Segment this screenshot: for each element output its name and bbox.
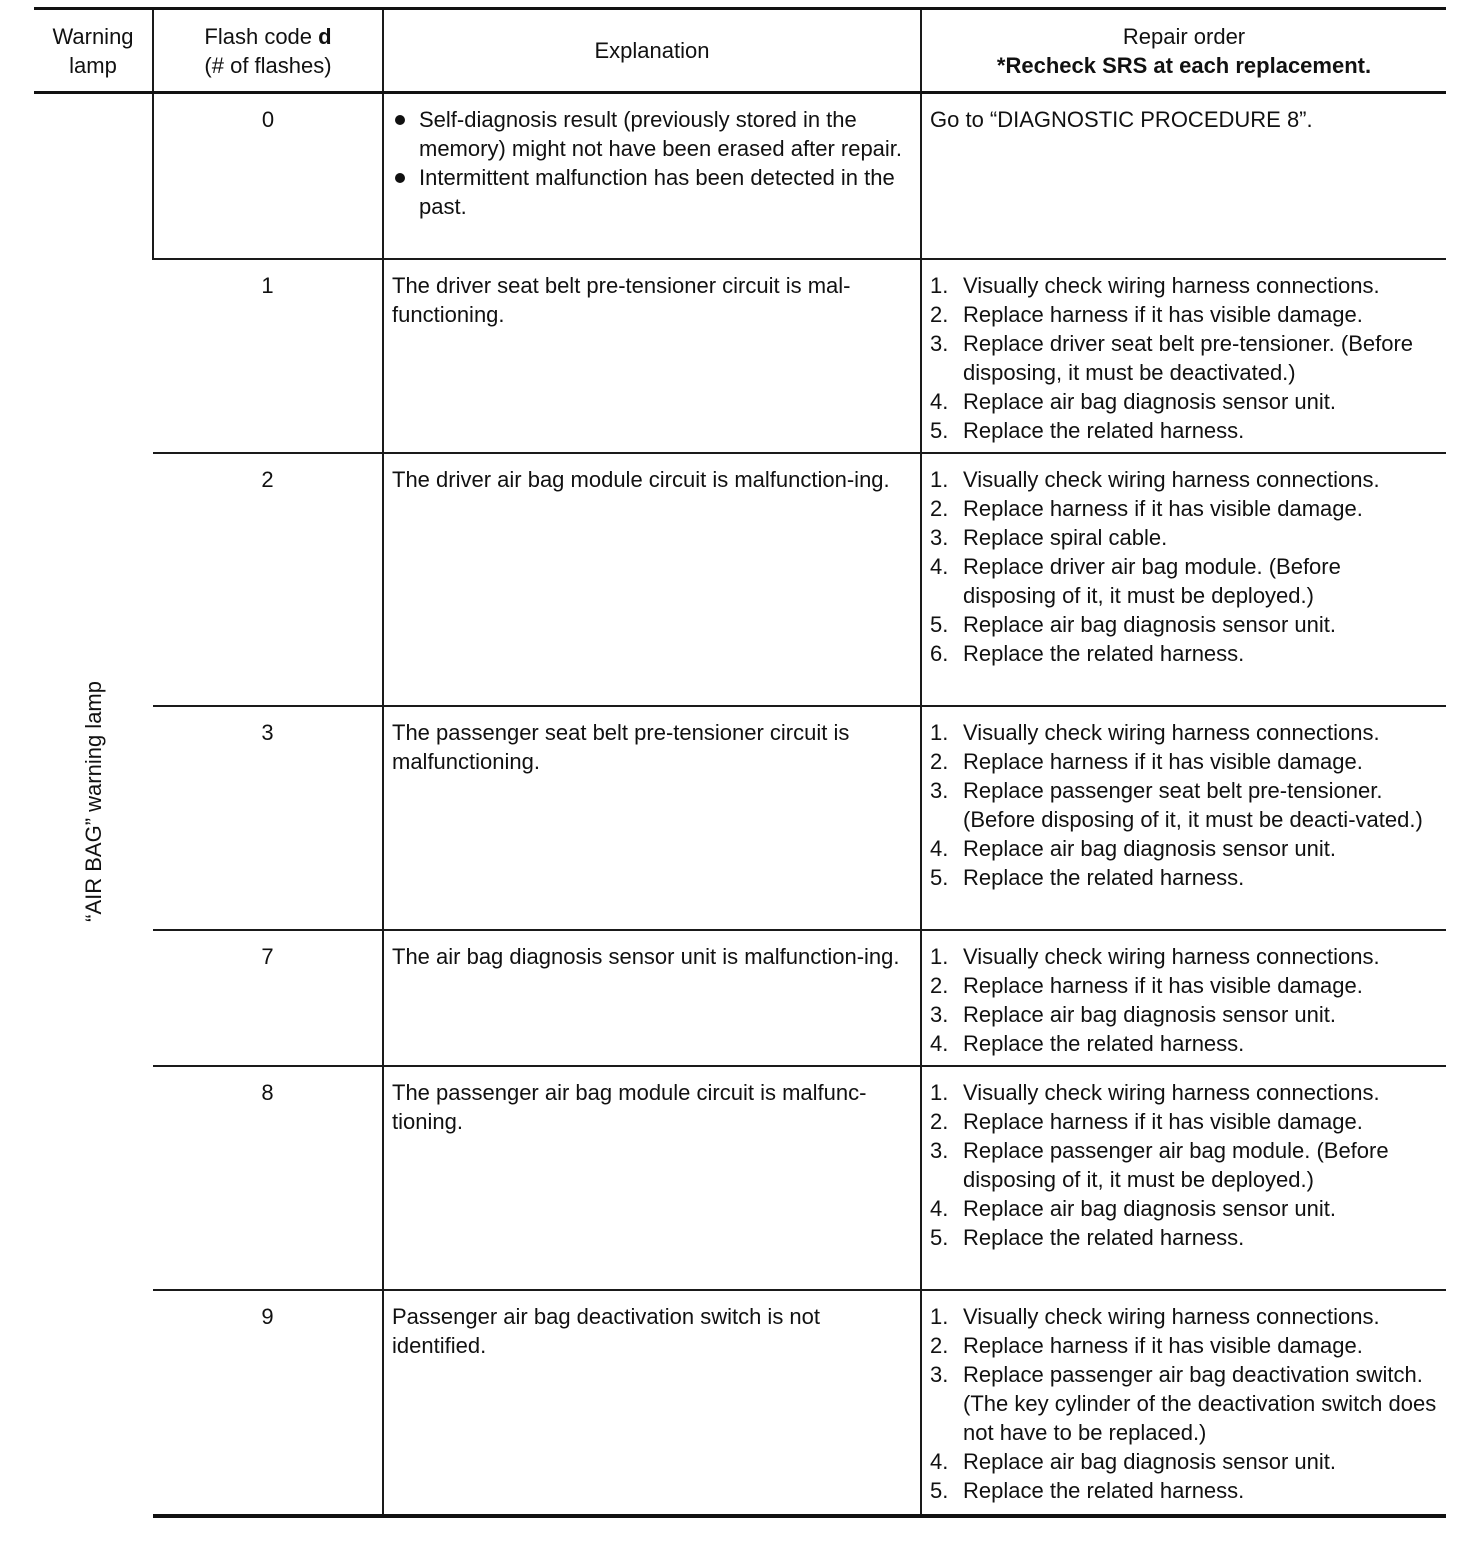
- explanation-text: Passenger air bag deactivation switch is not identified.: [392, 1303, 821, 1358]
- repair-step: [930, 1302, 1438, 1331]
- repair-step-text: Replace the related harness.: [963, 1477, 1245, 1503]
- flash-code-value: 9: [261, 1303, 274, 1329]
- repair-step: [930, 300, 1438, 329]
- repair-order-cell: [921, 706, 1446, 930]
- flash-code-cell: [153, 930, 383, 1066]
- repair-step: [930, 1078, 1438, 1107]
- header-explanation-text: Explanation: [594, 38, 710, 63]
- flash-code-cell: [153, 1066, 383, 1290]
- repair-step: [930, 465, 1438, 494]
- repair-step-text: Replace harness if it has visible damage.: [963, 748, 1363, 774]
- repair-step-number: 4.: [930, 553, 949, 579]
- repair-step: [930, 1000, 1438, 1029]
- repair-step-number: 3.: [930, 1001, 949, 1027]
- repair-step-text: Replace the related harness.: [963, 1030, 1245, 1056]
- repair-order-cell: [921, 453, 1446, 706]
- repair-order-cell: [921, 259, 1446, 453]
- explanation-cell: [383, 1066, 921, 1290]
- repair-step-text: Replace harness if it has visible damage.: [963, 1108, 1363, 1134]
- repair-order-cell: [921, 93, 1446, 259]
- repair-step: [930, 776, 1438, 834]
- warning-lamp-label: “AIR BAG” warning lamp: [80, 680, 106, 922]
- repair-step: [930, 639, 1438, 668]
- flash-code-value: 1: [261, 272, 274, 298]
- explanation-text: The passenger air bag module circuit is malfunc-tioning.: [392, 1079, 867, 1134]
- repair-step: [930, 747, 1438, 776]
- repair-step-list: [930, 271, 1438, 445]
- header-repair-note: *Recheck SRS at each replacement.: [996, 52, 1372, 78]
- table-row: [34, 1290, 1446, 1516]
- explanation-cell: [383, 259, 921, 453]
- repair-step-text: Visually check wiring harness connections.: [963, 466, 1380, 492]
- table-row: [34, 706, 1446, 930]
- repair-step-list: [930, 1078, 1438, 1252]
- header-flash-code-label: Flash code: [204, 23, 319, 49]
- repair-step: [930, 387, 1438, 416]
- explanation-cell: [383, 706, 921, 930]
- repair-step: [930, 971, 1438, 1000]
- header-explanation: [383, 9, 921, 93]
- repair-step-text: Replace air bag diagnosis sensor unit.: [963, 388, 1337, 414]
- repair-order-cell: [921, 1290, 1446, 1516]
- repair-step-number: 4.: [930, 835, 949, 861]
- repair-step: [930, 1107, 1438, 1136]
- repair-step-number: 5.: [930, 1224, 949, 1250]
- repair-step: [930, 834, 1438, 863]
- flash-code-cell: [153, 1290, 383, 1516]
- repair-step-text: Replace driver seat belt pre-tensioner. (Before disposing, it must be deactivated.): [963, 330, 1414, 385]
- repair-step: [930, 416, 1438, 445]
- repair-step: [930, 552, 1438, 610]
- repair-text: Go to “DIAGNOSTIC PROCEDURE 8”.: [930, 107, 1313, 132]
- repair-step-text: Visually check wiring harness connections.: [963, 943, 1380, 969]
- repair-step-text: Visually check wiring harness connections.: [963, 1303, 1380, 1329]
- repair-step: [930, 1194, 1438, 1223]
- repair-step-number: 1.: [930, 272, 949, 298]
- repair-step-text: Visually check wiring harness connections.: [963, 272, 1380, 298]
- explanation-text: The air bag diagnosis sensor unit is malfunction-ing.: [392, 943, 900, 969]
- repair-step: [930, 863, 1438, 892]
- flash-code-cell: [153, 453, 383, 706]
- repair-step: [930, 1360, 1438, 1447]
- header-repair-order-text: Repair order: [1122, 23, 1246, 49]
- repair-step-text: Replace air bag diagnosis sensor unit.: [963, 835, 1337, 861]
- explanation-cell: [383, 453, 921, 706]
- repair-step-number: 4.: [930, 1448, 949, 1474]
- repair-step-text: Replace air bag diagnosis sensor unit.: [963, 1001, 1337, 1027]
- repair-step-text: Replace passenger air bag module. (Before disposing of it, it must be deployed.): [963, 1137, 1389, 1192]
- repair-step-list: [930, 1302, 1438, 1505]
- repair-step-list: [930, 465, 1438, 668]
- repair-step-text: Replace harness if it has visible damage.: [963, 495, 1363, 521]
- repair-step-text: Replace harness if it has visible damage.: [963, 972, 1363, 998]
- repair-step-number: 1.: [930, 1079, 949, 1105]
- table-row: [34, 93, 1446, 259]
- flash-code-value: 3: [261, 719, 274, 745]
- repair-step-number: 3.: [930, 1137, 949, 1163]
- repair-step: [930, 1136, 1438, 1194]
- repair-step-text: Replace harness if it has visible damage.: [963, 1332, 1363, 1358]
- repair-step-number: 4.: [930, 1195, 949, 1221]
- repair-step-list: [930, 942, 1438, 1058]
- repair-step-number: 1.: [930, 719, 949, 745]
- flash-code-value: 2: [261, 466, 274, 492]
- header-repair-order: [921, 9, 1446, 93]
- repair-step-number: 2.: [930, 495, 949, 521]
- repair-step: [930, 1223, 1438, 1252]
- explanation-text: The driver air bag module circuit is malfunction-ing.: [392, 466, 890, 492]
- repair-step-text: Replace the related harness.: [963, 640, 1245, 666]
- repair-step-number: 1.: [930, 943, 949, 969]
- repair-step-number: 2.: [930, 1108, 949, 1134]
- repair-step-text: Replace the related harness.: [963, 864, 1245, 890]
- repair-step-text: Replace the related harness.: [963, 417, 1245, 443]
- repair-step-text: Replace harness if it has visible damage.: [963, 301, 1363, 327]
- repair-step-text: Visually check wiring harness connections.: [963, 719, 1380, 745]
- table-row: [34, 930, 1446, 1066]
- explanation-text: The passenger seat belt pre-tensioner circuit is malfunctioning.: [392, 719, 850, 774]
- flash-code-cell: [153, 93, 383, 259]
- repair-step-text: Replace air bag diagnosis sensor unit.: [963, 611, 1337, 637]
- warning-lamp-cell: [34, 93, 153, 1516]
- repair-step-number: 5.: [930, 417, 949, 443]
- repair-step: [930, 329, 1438, 387]
- repair-step-text: Replace driver air bag module. (Before disposing of it, it must be deployed.): [963, 553, 1341, 608]
- repair-step-text: Replace passenger seat belt pre-tensioner. (Before disposing of it, it must be deacti-vated.): [963, 777, 1423, 832]
- repair-step-text: Replace air bag diagnosis sensor unit.: [963, 1448, 1337, 1474]
- repair-step: [930, 1029, 1438, 1058]
- explanation-bullet-list: [392, 105, 910, 221]
- repair-order-cell: [921, 1066, 1446, 1290]
- repair-step-number: 3.: [930, 1361, 949, 1387]
- explanation-bullet: Intermittent malfunction has been detected in the past.: [392, 163, 910, 221]
- header-warning-lamp-text: Warning lamp: [52, 23, 134, 78]
- explanation-cell: [383, 930, 921, 1066]
- repair-step: [930, 494, 1438, 523]
- table-row: [34, 453, 1446, 706]
- repair-step-list: [930, 718, 1438, 892]
- repair-step-text: Replace air bag diagnosis sensor unit.: [963, 1195, 1337, 1221]
- repair-step: [930, 1447, 1438, 1476]
- flash-code-cell: [153, 706, 383, 930]
- repair-step: [930, 1331, 1438, 1360]
- repair-step-number: 2.: [930, 748, 949, 774]
- repair-step-number: 2.: [930, 972, 949, 998]
- repair-step: [930, 610, 1438, 639]
- flash-code-table: [34, 7, 1446, 1518]
- header-row: [34, 9, 1446, 93]
- repair-step-number: 5.: [930, 611, 949, 637]
- explanation-cell: [383, 1290, 921, 1516]
- repair-step-number: 4.: [930, 388, 949, 414]
- repair-step: [930, 718, 1438, 747]
- repair-step-number: 3.: [930, 524, 949, 550]
- repair-step-text: Visually check wiring harness connections.: [963, 1079, 1380, 1105]
- repair-step-number: 1.: [930, 1303, 949, 1329]
- header-warning-lamp: [34, 9, 153, 93]
- explanation-bullet: Self-diagnosis result (previously stored in the memory) might not have been erased after repair.: [392, 105, 910, 163]
- explanation-text: The driver seat belt pre-tensioner circuit is mal-functioning.: [392, 272, 851, 327]
- repair-step-text: Replace passenger air bag deactivation switch. (The key cylinder of the deactivation switch does not have to be replaced.): [963, 1361, 1437, 1445]
- flash-code-value: 7: [261, 943, 274, 969]
- repair-step: [930, 1476, 1438, 1505]
- repair-step-number: 6.: [930, 640, 949, 666]
- repair-step-text: Replace the related harness.: [963, 1224, 1245, 1250]
- repair-step-number: 5.: [930, 864, 949, 890]
- flash-code-cell: [153, 259, 383, 453]
- repair-step: [930, 523, 1438, 552]
- flash-code-value: 8: [261, 1079, 274, 1105]
- repair-step-number: 3.: [930, 330, 949, 356]
- flash-code-value: 0: [261, 107, 275, 132]
- repair-step-number: 2.: [930, 1332, 949, 1358]
- header-flash-code-bold: d: [318, 23, 332, 49]
- repair-step-text: Replace spiral cable.: [963, 524, 1168, 550]
- repair-step-number: 5.: [930, 1477, 949, 1503]
- repair-step-number: 2.: [930, 301, 949, 327]
- explanation-cell: [383, 93, 921, 259]
- repair-step: [930, 271, 1438, 300]
- repair-step: [930, 942, 1438, 971]
- header-flash-code-sub: (# of flashes): [204, 52, 332, 78]
- repair-order-cell: [921, 930, 1446, 1066]
- repair-step-number: 1.: [930, 466, 949, 492]
- repair-step-number: 4.: [930, 1030, 949, 1056]
- table-row: [34, 259, 1446, 453]
- table-row: [34, 1066, 1446, 1290]
- repair-step-number: 3.: [930, 777, 949, 803]
- header-flash-code: [153, 9, 383, 93]
